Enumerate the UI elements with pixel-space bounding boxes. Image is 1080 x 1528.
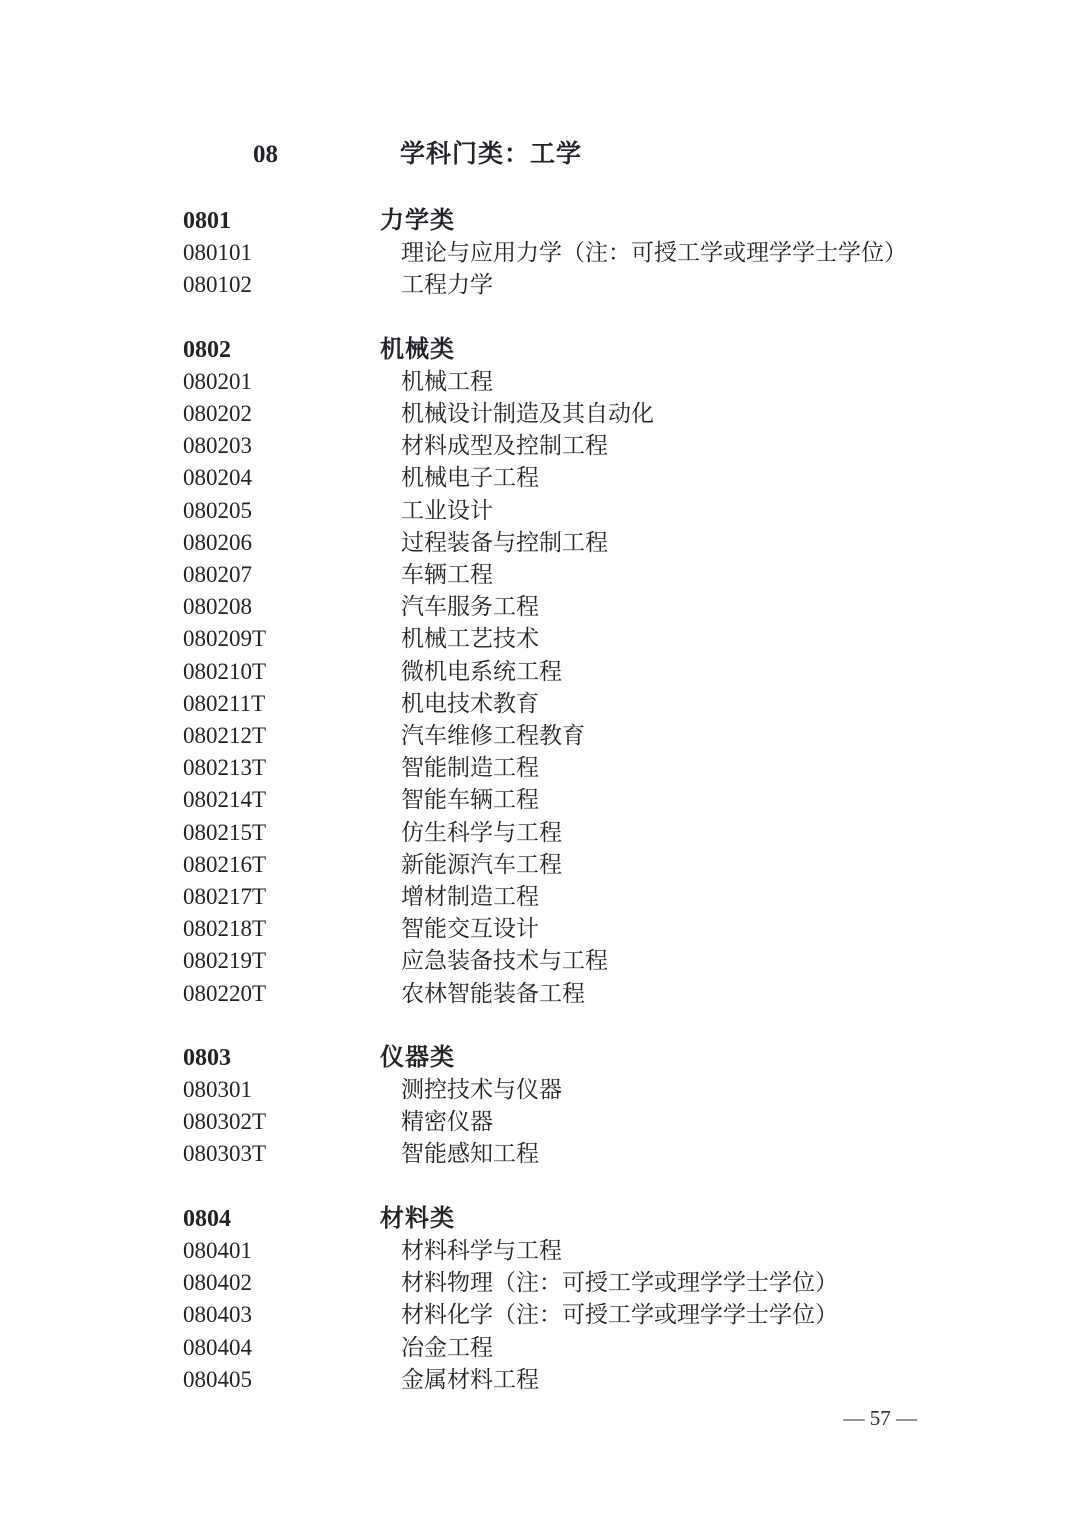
major-code: 080216T — [183, 851, 267, 877]
major-name: 农林智能装备工程 — [401, 980, 585, 1006]
major-name: 仿生科学与工程 — [401, 819, 562, 845]
major-name: 车辆工程 — [401, 562, 493, 588]
major-name: 理论与应用力学（注：可授工学或理学学士学位） — [401, 240, 907, 266]
section — [0, 1203, 1080, 1396]
major-row — [0, 398, 1080, 430]
major-row — [0, 656, 1080, 688]
major-row — [0, 849, 1080, 881]
major-code: 080218T — [183, 916, 267, 942]
page-content — [0, 138, 1080, 1396]
major-name: 智能交互设计 — [401, 916, 539, 942]
section-heading — [0, 1042, 1080, 1074]
page-title: 学科门类：工学 — [400, 140, 583, 168]
major-name: 材料科学与工程 — [401, 1237, 562, 1263]
major-name: 智能制造工程 — [401, 755, 539, 781]
major-name: 冶金工程 — [401, 1334, 493, 1360]
major-row — [0, 559, 1080, 591]
major-name: 智能感知工程 — [401, 1141, 539, 1167]
category-code: 0802 — [183, 336, 231, 363]
major-row — [0, 591, 1080, 623]
major-row — [0, 462, 1080, 494]
section-heading — [0, 1203, 1080, 1235]
major-code: 080207 — [183, 562, 252, 588]
major-name: 材料物理（注：可授工学或理学学士学位） — [401, 1270, 838, 1296]
category-name: 力学类 — [380, 207, 455, 234]
category-name: 机械类 — [380, 335, 455, 363]
major-code: 080402 — [183, 1270, 252, 1296]
major-row — [0, 1332, 1080, 1364]
major-code: 080211T — [183, 690, 266, 716]
major-row — [0, 269, 1080, 301]
major-row — [0, 978, 1080, 1010]
major-row — [0, 1235, 1080, 1267]
major-row — [0, 752, 1080, 784]
major-name: 智能车辆工程 — [401, 787, 539, 813]
major-name: 机械电子工程 — [401, 465, 539, 491]
major-row — [0, 720, 1080, 752]
major-code: 080203 — [183, 433, 252, 459]
major-code: 080214T — [183, 787, 267, 813]
major-row — [0, 1299, 1080, 1331]
major-code: 080102 — [183, 272, 252, 298]
major-row — [0, 784, 1080, 816]
section-heading — [0, 205, 1080, 237]
major-code: 080208 — [183, 594, 252, 620]
category-code: 0803 — [183, 1044, 231, 1071]
discipline-category-code: 08 — [253, 141, 278, 168]
major-name: 材料成型及控制工程 — [401, 433, 608, 459]
major-code: 080303T — [183, 1141, 267, 1167]
major-code: 080213T — [183, 755, 267, 781]
category-code: 0801 — [183, 208, 231, 234]
section — [0, 1042, 1080, 1171]
section — [0, 205, 1080, 302]
major-code: 080219T — [183, 948, 267, 974]
page-header — [0, 138, 1080, 171]
major-code: 080401 — [183, 1237, 252, 1263]
major-code: 080217T — [183, 884, 267, 910]
major-name: 工程力学 — [401, 272, 493, 298]
major-code: 080403 — [183, 1302, 252, 1328]
major-row — [0, 527, 1080, 559]
major-row — [0, 237, 1080, 269]
major-row — [0, 366, 1080, 398]
major-row — [0, 1106, 1080, 1138]
major-name: 新能源汽车工程 — [401, 851, 562, 877]
major-row — [0, 495, 1080, 527]
major-code: 080215T — [183, 819, 267, 845]
major-row — [0, 881, 1080, 913]
major-row — [0, 1138, 1080, 1170]
category-name: 材料类 — [380, 1204, 455, 1232]
major-row — [0, 688, 1080, 720]
major-code: 080301 — [183, 1077, 252, 1103]
major-name: 工业设计 — [401, 497, 493, 523]
major-name: 汽车服务工程 — [401, 594, 539, 620]
section — [0, 334, 1080, 1010]
major-code: 080302T — [183, 1109, 267, 1135]
major-row — [0, 1267, 1080, 1299]
major-name: 微机电系统工程 — [401, 658, 562, 684]
sections-list — [0, 205, 1080, 1396]
category-code: 0804 — [183, 1205, 231, 1232]
major-name: 机械工艺技术 — [401, 626, 539, 652]
major-code: 080212T — [183, 723, 267, 749]
major-code: 080404 — [183, 1334, 252, 1360]
major-code: 080202 — [183, 401, 252, 427]
major-name: 金属材料工程 — [401, 1366, 539, 1392]
major-row — [0, 430, 1080, 462]
major-row — [0, 1074, 1080, 1106]
major-name: 机械工程 — [401, 368, 493, 394]
major-name: 材料化学（注：可授工学或理学学士学位） — [401, 1302, 838, 1328]
major-name: 精密仪器 — [401, 1109, 493, 1135]
major-name: 增材制造工程 — [401, 884, 539, 910]
major-row — [0, 913, 1080, 945]
major-code: 080220T — [183, 980, 267, 1006]
major-code: 080209T — [183, 626, 267, 652]
major-row — [0, 817, 1080, 849]
category-name: 仪器类 — [380, 1043, 455, 1071]
major-code: 080204 — [183, 465, 252, 491]
major-code: 080405 — [183, 1366, 252, 1392]
major-code: 080205 — [183, 497, 252, 523]
section-heading — [0, 334, 1080, 366]
major-code: 080101 — [183, 240, 252, 266]
major-name: 汽车维修工程教育 — [401, 723, 585, 749]
major-row — [0, 1364, 1080, 1396]
major-row — [0, 623, 1080, 655]
major-name: 机械设计制造及其自动化 — [401, 401, 654, 427]
page-number: — 57 — — [843, 1406, 917, 1430]
major-code: 080210T — [183, 658, 267, 684]
major-row — [0, 945, 1080, 977]
major-name: 过程装备与控制工程 — [401, 529, 608, 555]
major-name: 测控技术与仪器 — [401, 1077, 562, 1103]
major-name: 应急装备技术与工程 — [401, 948, 608, 974]
major-code: 080206 — [183, 529, 252, 555]
major-code: 080201 — [183, 368, 252, 394]
major-name: 机电技术教育 — [401, 690, 539, 716]
